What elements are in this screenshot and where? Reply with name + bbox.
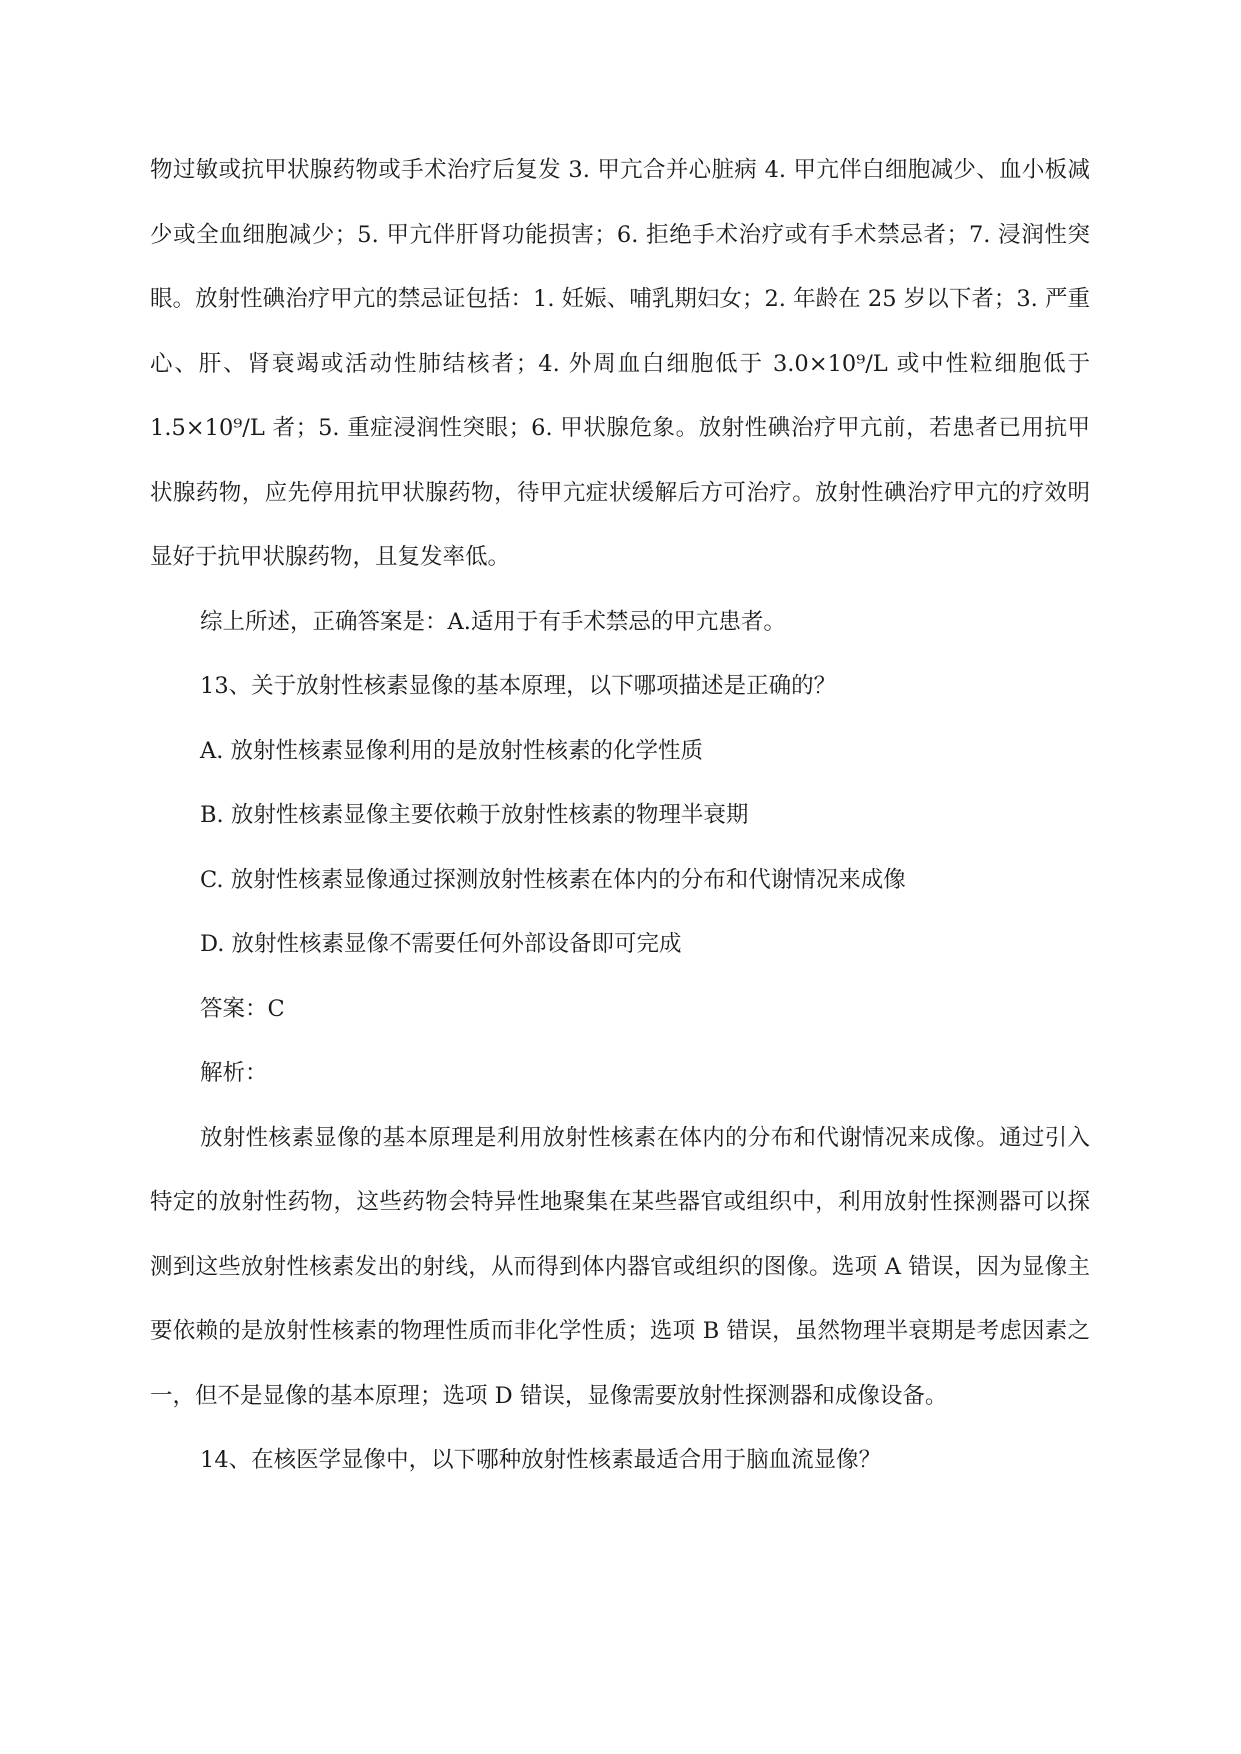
- document-page: [150, 138, 1090, 1493]
- question-13-analysis-label: 解析：: [200, 1060, 268, 1086]
- question-13: 13、关于放射性核素显像的基本原理，以下哪项描述是正确的？: [200, 673, 837, 699]
- previous-summary: 综上所述，正确答案是：A.适用于有手术禁忌的甲亢患者。: [200, 608, 786, 635]
- question-13-analysis: 放射性核素显像的基本原理是利用放射性核素在体内的分布和代谢情况来成像。通过引入特定的放射性药物，这些药物会特异性地聚集在某些器官或组织中，利用放射性探测器可以探测到这些放射性核素发出的射线，从而得到体内器官或组织的图像。选项 A 错误，因为显像主要依赖的是放射性核素的物理性质而非化学性质；选项 B 错误，虽然物理半衰期是考虑因素之一，但不是显像的基本原理；选项 D 错误，显像需要放射性探测器和成像设备。: [150, 1124, 1090, 1409]
- question-13-option-b: B. 放射性核素显像主要依赖于放射性核素的物理半衰期: [200, 802, 749, 828]
- question-13-answer: 答案：C: [200, 995, 285, 1022]
- question-13-option-c: C. 放射性核素显像通过探测放射性核素在体内的分布和代谢情况来成像: [200, 866, 906, 893]
- previous-analysis-paragraph: 物过敏或抗甲状腺药物或手术治疗后复发 3. 甲亢合并心脏病 4. 甲亢伴白细胞减少、血小板减少或全血细胞减少；5. 甲亢伴肝肾功能损害；6. 拒绝手术治疗或有手术禁忌者；7. 浸润性突眼。放射性碘治疗甲亢的禁忌证包括：1. 妊娠、哺乳期妇女；2. 年龄在 25 岁以下者；3. 严重心、肝、肾衰竭或活动性肺结核者；4. 外周血白细胞低于 3.0×10⁹/L 或中性粒细胞低于 1.5×10⁹/L 者；5. 重症浸润性突眼；6. 甲状腺危象。放射性碘治疗甲亢前，若患者已用抗甲状腺药物，应先停用抗甲状腺药物，待甲亢症状缓解后方可治疗。放射性碘治疗甲亢的疗效明显好于抗甲状腺药物，且复发率低。: [150, 157, 1090, 570]
- question-13-option-a: A. 放射性核素显像利用的是放射性核素的化学性质: [200, 737, 704, 764]
- question-13-option-d: D. 放射性核素显像不需要任何外部设备即可完成: [200, 931, 682, 957]
- question-14: 14、在核医学显像中，以下哪种放射性核素最适合用于脑血流显像？: [200, 1447, 882, 1473]
